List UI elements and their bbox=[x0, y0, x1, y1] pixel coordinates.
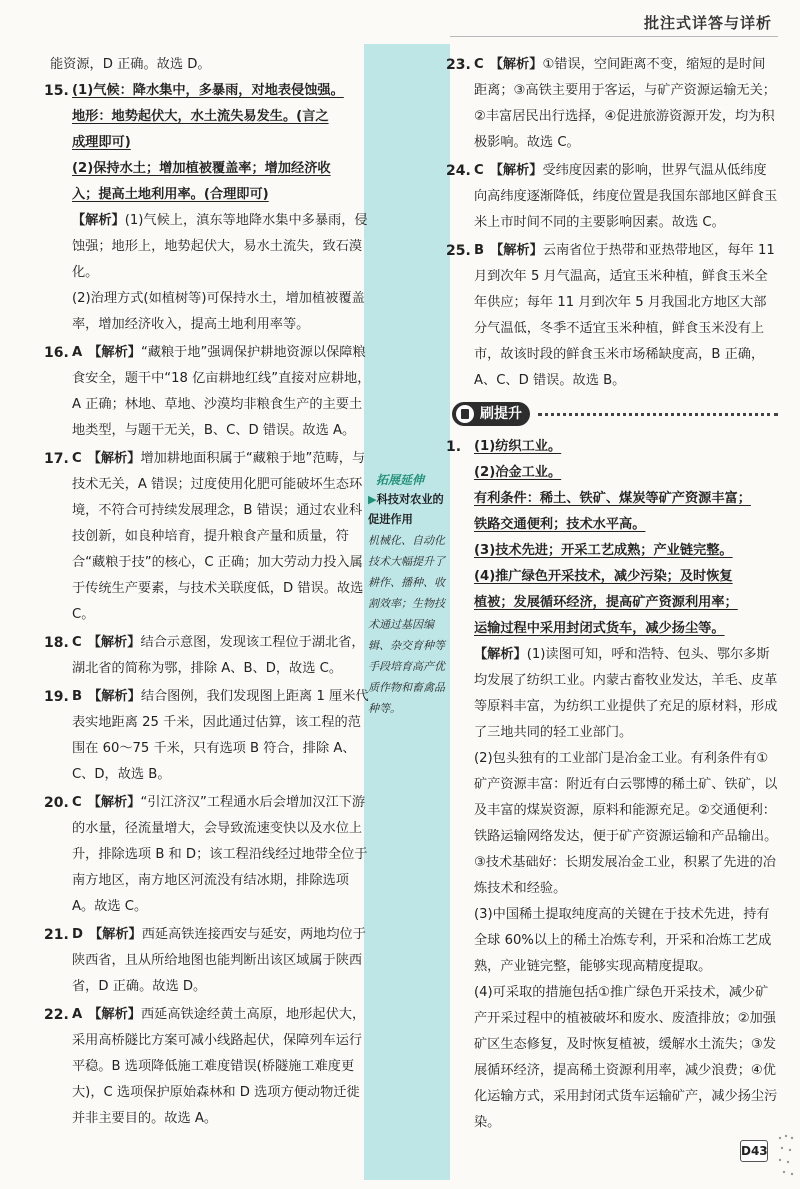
analysis-text: 云南省位于热带和亚热带地区，每年 11 月到次年 5 月气温高，适宜玉米种植，鲜食玉米全年供应；每年 11 月到次年 5 月我国北方地区大部分气温低，冬季不适宜玉米种植，鲜食玉米没有上市，故该时段的鲜食玉米市场稀缺度高，B 正确，A、C、D 错误。故选 B。 bbox=[474, 243, 775, 388]
answer-letter: C bbox=[72, 795, 82, 810]
decorative-dots bbox=[776, 1132, 796, 1182]
right-column bbox=[446, 52, 778, 1138]
question-18 bbox=[44, 630, 372, 682]
question-23 bbox=[446, 52, 778, 156]
analysis-text: 西延高铁连接西安与延安，两地均位于陕西省，且从所给地图也能判断出该区域属于陕西省，D 正确。故选 D。 bbox=[72, 927, 366, 994]
answer-line: (4)推广绿色开采技术，减少污染；及时恢复 bbox=[474, 569, 733, 584]
analysis-tag: 【解析】 bbox=[88, 927, 142, 942]
analysis-tag: 【解析】 bbox=[88, 689, 141, 704]
analysis-tag: 【解析】 bbox=[87, 451, 141, 466]
analysis-tag: 【解析】 bbox=[88, 1007, 141, 1022]
question-number: 19. bbox=[44, 689, 69, 705]
section-header-shua-tisheng bbox=[452, 402, 778, 430]
question-17 bbox=[44, 446, 372, 628]
question-number: 22. bbox=[44, 1007, 69, 1023]
answer-letter: B bbox=[474, 243, 485, 258]
question-19 bbox=[44, 684, 372, 788]
question-number: 17. bbox=[44, 451, 69, 467]
question-number: 23. bbox=[446, 57, 471, 73]
analysis-paragraph bbox=[72, 208, 372, 286]
answer-line: (1)气候：降水集中，多暴雨，对地表侵蚀强。 bbox=[72, 83, 344, 98]
continued-text: 能资源，D 正确。故选 D。 bbox=[50, 57, 211, 72]
answer-letter: A bbox=[72, 345, 83, 360]
analysis-tag: 【解析】 bbox=[489, 57, 543, 72]
question-number: 20. bbox=[44, 795, 69, 811]
question-number: 1. bbox=[446, 439, 462, 455]
question-24 bbox=[446, 158, 778, 236]
extension-heading-text: 科技对农业的促进作用 bbox=[368, 493, 444, 526]
section-badge bbox=[452, 402, 530, 426]
analysis-text: 结合示意图，发现该工程位于湖北省，湖北省的简称为鄂，排除 A、B、D，故选 C。 bbox=[72, 635, 365, 676]
answer-line: 植被；发展循环经济，提高矿产资源利用率； bbox=[474, 595, 738, 610]
analysis-tag: 【解析】 bbox=[72, 213, 125, 228]
question-number: 24. bbox=[446, 163, 471, 179]
answer-line: 运输过程中采用封闭式货车，减少扬尘等。 bbox=[474, 621, 725, 636]
analysis-paragraph bbox=[474, 642, 778, 746]
analysis-text: (1)读图可知，呼和浩特、包头、鄂尔多斯均发展了纺织工业。内蒙古畜牧业发达，羊毛、皮革等原料丰富，为纺织工业提供了充足的原材料，形成了三地共同的轻工业部门。 bbox=[474, 647, 778, 740]
analysis-text: “引江济汉”工程通水后会增加汉江下游的水量，径流量增大，会导致流速变快以及水位上升，排除选项 B 和 D；该工程沿线经过地带全位于南方地区，南方地区河流没有结冰期，排除选项 A。故选 C。 bbox=[72, 795, 368, 914]
question-22 bbox=[44, 1002, 372, 1132]
analysis-tag: 【解析】 bbox=[474, 647, 527, 662]
question-1 bbox=[446, 434, 778, 1136]
answer-letter: A bbox=[72, 1007, 83, 1022]
question-16 bbox=[44, 340, 372, 444]
analysis-text: (2)包头独有的工业部门是冶金工业。有利条件有①矿产资源丰富：附近有白云鄂博的稀土矿、铁矿，以及丰富的煤炭资源，原料和能源充足。②交通便利：铁路运输网络发达，便于矿产资源运输和产品输出。③技术基础好：长期发展冶金工业，积累了先进的冶炼技术和经验。 bbox=[474, 751, 778, 896]
analysis-tag: 【解析】 bbox=[87, 795, 141, 810]
analysis-tag: 【解析】 bbox=[490, 243, 543, 258]
answer-line: 入；提高土地利用率。(合理即可) bbox=[72, 187, 269, 202]
analysis-text: (1)气候上，滇东等地降水集中多暴雨，侵蚀强；地形上，地势起伏大，易水土流失，致石漠化。 bbox=[72, 213, 368, 280]
question-number: 18. bbox=[44, 635, 69, 651]
analysis-text: (3)中国稀土提取纯度高的关键在于技术先进，持有全球 60%以上的稀土冶炼专利，开采和冶炼工艺成熟，产业链完整，能够实现高精度提取。 bbox=[474, 907, 772, 974]
answer-letter: C bbox=[474, 57, 484, 72]
question-number: 15. bbox=[44, 83, 69, 99]
answer-line: 铁路交通便利；技术水平高。 bbox=[474, 517, 646, 532]
question-number: 25. bbox=[446, 243, 471, 259]
answer-letter: D bbox=[72, 927, 83, 942]
page-number: D43 bbox=[740, 1140, 768, 1162]
question-number: 21. bbox=[44, 927, 69, 943]
answer-letter: B bbox=[72, 689, 83, 704]
question-20 bbox=[44, 790, 372, 920]
answer-line: (3)技术先进；开采工艺成熟；产业链完整。 bbox=[474, 543, 733, 558]
answer-line: 成理即可) bbox=[72, 135, 131, 150]
answer-letter: C bbox=[474, 163, 484, 178]
analysis-tag: 【解析】 bbox=[88, 345, 141, 360]
left-column bbox=[44, 52, 372, 1134]
dotted-divider bbox=[538, 413, 778, 416]
analysis-text: (4)可采取的措施包括①推广绿色开采技术，减少矿产开采过程中的植被破坏和废水、废渣排放；②加强矿区生态修复，及时恢复植被，缓解水土流失；③发展循环经济，提高稀土资源利用率，减少浪费；④优化运输方式，采用封闭式货车运输矿产，减少扬尘污染。 bbox=[474, 985, 778, 1130]
analysis-text: 增加耕地面积属于“藏粮于地”范畴，与技术无关，A 错误；过度使用化肥可能破坏生态环境，不符合可持续发展理念，B 错误；通过农业科技创新，如良种培育，提升粮食产量和质量，符合“藏粮于技”的核心，C 正确；加大劳动力投入属于传统生产要素，与技术关联度低，D 错误。故选 C。 bbox=[72, 451, 366, 622]
analysis-text: (2)治理方式(如植树等)可保持水土，增加植被覆盖率，增加经济收入，提高土地利用率等。 bbox=[72, 291, 365, 332]
answer-line: (2)冶金工业。 bbox=[474, 465, 562, 480]
extension-title: 拓展延伸 bbox=[376, 473, 425, 487]
header-divider bbox=[450, 36, 778, 37]
question-number: 16. bbox=[44, 345, 69, 361]
analysis-text: 结合图例，我们发现图上距离 1 厘米代表实地距离 25 千米，因此通过估算，该工程的范围在 60～75 千米，只有选项 B 符合，排除 A、C、D，故选 B。 bbox=[72, 689, 369, 782]
extension-note bbox=[368, 470, 448, 719]
question-21 bbox=[44, 922, 372, 1000]
answer-letter: C bbox=[72, 451, 82, 466]
arrow-icon: ▶ bbox=[368, 493, 377, 506]
answer-line: 有利条件：稀土、铁矿、煤炭等矿产资源丰富； bbox=[474, 491, 751, 506]
analysis-tag: 【解析】 bbox=[489, 163, 543, 178]
answer-letter: C bbox=[72, 635, 82, 650]
analysis-text: 西延高铁途经黄土高原，地形起伏大，采用高桥隧比方案可减小线路起伏，保障列车运行平稳。B 选项降低施工难度错误(桥隧施工难度更大)，C 选项保护原始森林和 D 选项方便动物迁徙并非主要目的。故选 A。 bbox=[72, 1007, 366, 1126]
answer-line: 地形：地势起伏大，水土流失易发生。(言之 bbox=[72, 109, 329, 124]
analysis-tag: 【解析】 bbox=[87, 635, 141, 650]
header-title: 批注式详答与详析 bbox=[643, 14, 772, 32]
book-icon bbox=[456, 405, 474, 423]
analysis-text: “藏粮于地”强调保护耕地资源以保障粮食安全，题干中“18 亿亩耕地红线”直接对应耕地，A 正确；林地、草地、沙漠均非粮食生产的主要土地类型，与题干无关，B、C、D 错误。故选 A。 bbox=[72, 345, 371, 438]
extension-body: 机械化、自动化技术大幅提升了耕作、播种、收割效率；生物技术通过基因编辑、杂交育种等手段培育高产优质作物和畜禽品种等。 bbox=[368, 534, 445, 715]
question-25 bbox=[446, 238, 778, 394]
question-15 bbox=[44, 78, 372, 338]
answer-line: (2)保持水土；增加植被覆盖率；增加经济收 bbox=[72, 161, 331, 176]
extension-heading bbox=[368, 490, 448, 530]
analysis-text: 受纬度因素的影响，世界气温从低纬度向高纬度逐渐降低，纬度位置是我国东部地区鲜食玉米上市时间不同的主要影响因素。故选 C。 bbox=[474, 163, 778, 230]
analysis-text: ①错误，空间距离不变，缩短的是时间距离；③高铁主要用于客运，与矿产资源运输无关；②丰富居民出行选择，④促进旅游资源开发，均为积极影响。故选 C。 bbox=[474, 57, 776, 150]
section-title: 刷提升 bbox=[480, 406, 522, 422]
answer-line: (1)纺织工业。 bbox=[474, 439, 562, 454]
